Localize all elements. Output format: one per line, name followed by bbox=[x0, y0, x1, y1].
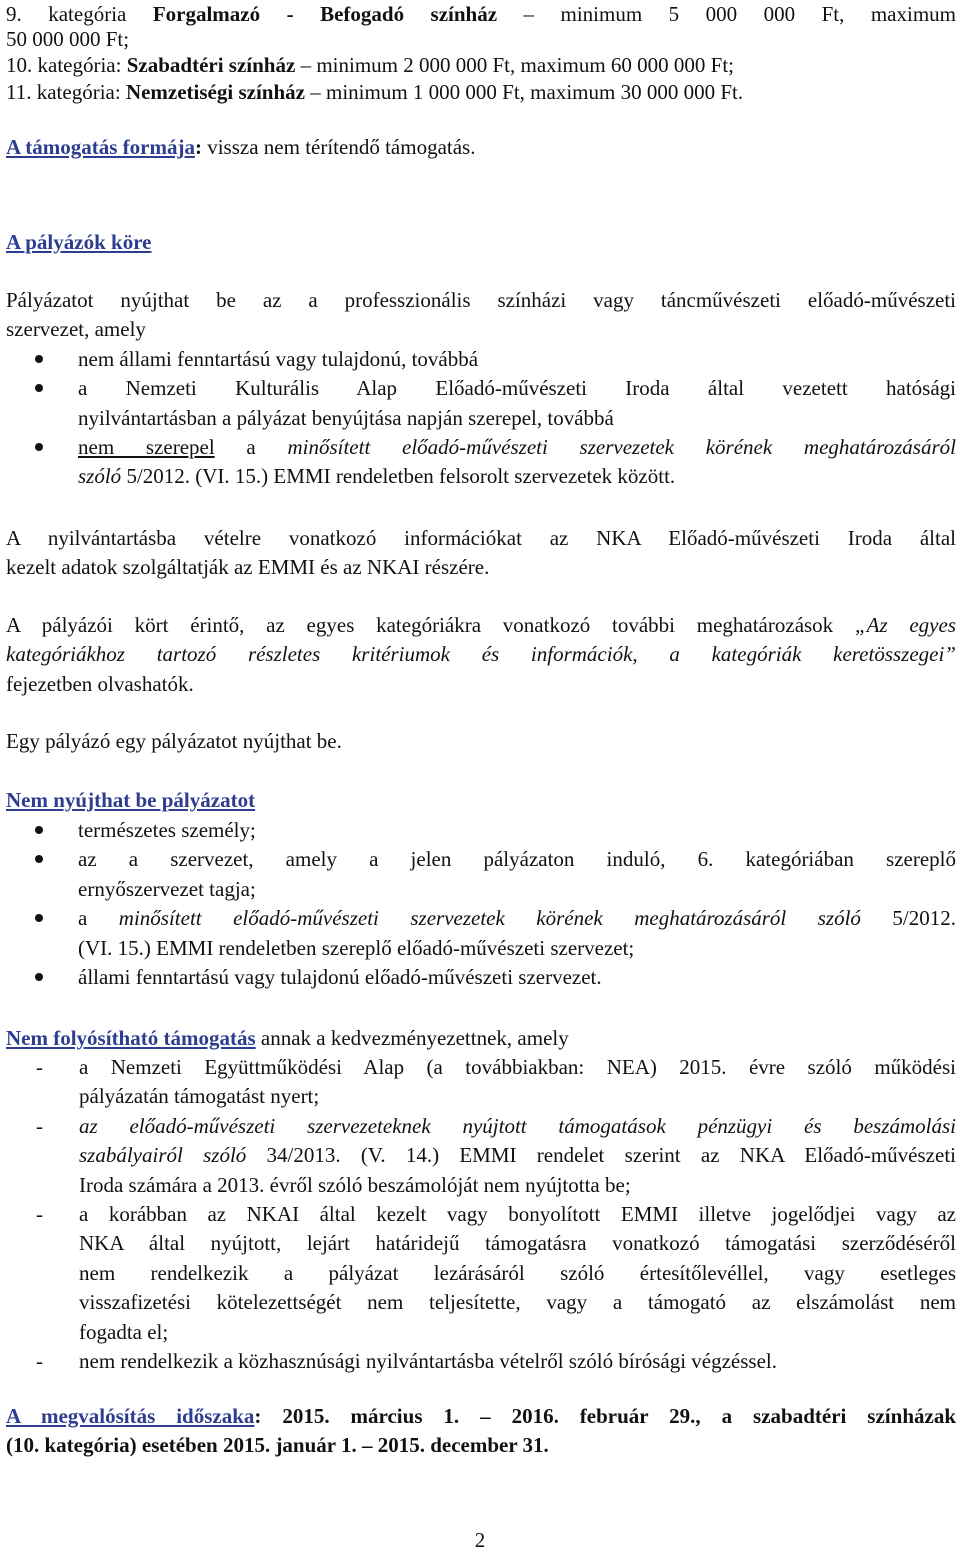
bullet-icon bbox=[35, 384, 43, 392]
dash: – bbox=[497, 2, 561, 26]
list-item bbox=[6, 433, 956, 492]
list-item-text: fogadta el; bbox=[79, 1319, 169, 1344]
period-value: 2015. március 1. – 2016. február 29., a szabadtéri színházak bbox=[261, 1404, 956, 1428]
cannot-apply-section bbox=[6, 816, 956, 992]
bullet-icon bbox=[35, 443, 43, 451]
text-span: 5/2012. (VI. 15.) EMMI rendeletben felsorolt szervezetek között. bbox=[121, 464, 676, 489]
list-item-text: nem rendelkezik a közhasznúsági nyilvántartásba vételről szóló bírósági végzéssel. bbox=[79, 1349, 778, 1374]
list-item-text: NKA által nyújtott, lejárt határidejű támogatásra vonatkozó támogatási szerződéséről bbox=[79, 1231, 956, 1256]
category-range: minimum 1 000 000 Ft, maximum 30 000 000 Ft. bbox=[325, 80, 744, 104]
list-item-text bbox=[79, 1141, 956, 1170]
category-name: Szabadtéri színház bbox=[126, 53, 296, 77]
single-application-note: Egy pályázó egy pályázatot nyújthat be. bbox=[6, 729, 342, 753]
list-item-text bbox=[78, 462, 956, 491]
category-prefix: 9. kategória bbox=[6, 2, 153, 26]
list-item-text: a Nemzeti Kulturális Alap Előadó-művészeti Iroda által vezetett hatósági bbox=[78, 376, 956, 401]
bullet-icon bbox=[35, 826, 43, 834]
registry-note bbox=[6, 524, 956, 583]
bullet-icon bbox=[35, 973, 43, 981]
applicants-section bbox=[6, 286, 956, 492]
category-9-line bbox=[6, 0, 956, 29]
paragraph-line: kezelt adatok szolgáltatják az EMMI és az NKAI részére. bbox=[6, 555, 490, 580]
text-span: A pályázói kört érintő, az egyes kategóriákra vonatkozó további meghatározások bbox=[6, 613, 855, 637]
colon: : bbox=[254, 1404, 262, 1428]
applicants-intro-line1: Pályázatot nyújthat be az a professzionális színházi vagy táncművészeti előadó-művészeti bbox=[6, 288, 956, 312]
category-9-line2: 50 000 000 Ft; bbox=[6, 27, 130, 51]
colon: : bbox=[194, 135, 202, 159]
paragraph-line: fejezetben olvashatók. bbox=[6, 671, 194, 696]
italic-text: „Az egyes bbox=[854, 613, 956, 637]
list-item bbox=[6, 845, 956, 904]
further-note bbox=[6, 611, 956, 699]
list-item bbox=[6, 963, 956, 992]
period-label: A megvalósítás időszaka bbox=[6, 1404, 255, 1428]
list-item-text: állami fenntartású vagy tulajdonú előadó-művészeti szervezet. bbox=[78, 965, 602, 990]
list-item-text: Iroda számára a 2013. évről szóló beszámolóját nem nyújtotta be; bbox=[79, 1172, 631, 1197]
list-item-text: természetes személy; bbox=[78, 818, 256, 842]
list-item-text: pályázatán támogatást nyert; bbox=[79, 1084, 320, 1109]
list-item-text: (VI. 15.) EMMI rendeletben szereplő előadó-művészeti szervezet; bbox=[78, 935, 635, 960]
paragraph-line bbox=[6, 611, 956, 640]
not-payable-heading-line bbox=[6, 1024, 569, 1053]
list-item bbox=[6, 345, 956, 374]
category-10-line bbox=[6, 51, 734, 80]
period-section bbox=[6, 1402, 956, 1461]
list-item-text: visszafizetési kötelezettségét nem teljesítette, vagy a támogató az elszámolást nem bbox=[79, 1290, 956, 1315]
category-11-line bbox=[6, 78, 743, 107]
dash-marker: - bbox=[36, 1055, 43, 1079]
section-heading-not-payable: Nem folyósítható támogatás bbox=[6, 1026, 256, 1050]
text-span: annak a kedvezményezettnek, amely bbox=[255, 1026, 569, 1050]
page-number: 2 bbox=[474, 1528, 486, 1552]
italic-text: minősített előadó-művészeti szervezetek körének meghatározásáról bbox=[287, 435, 956, 460]
emphasis-text: nem szerepel bbox=[78, 435, 215, 460]
dash-marker: - bbox=[36, 1349, 43, 1374]
list-item-text: ernyőszervezet tagja; bbox=[78, 876, 256, 901]
category-prefix: 10. kategória: bbox=[6, 53, 127, 77]
category-range: minimum 5 000 000 Ft, maximum bbox=[560, 2, 956, 26]
list-item-text: nem rendelkezik a pályázat lezárásáról szóló értesítőlevéllel, vagy esetleges bbox=[79, 1260, 956, 1285]
dash: – bbox=[304, 80, 326, 104]
list-item bbox=[6, 1053, 956, 1112]
category-prefix: 11. kategória: bbox=[6, 80, 126, 104]
support-form bbox=[6, 133, 475, 162]
list-item-text bbox=[78, 433, 956, 462]
text-span: 34/2013. (V. 14.) EMMI rendelet szerint az NKA Előadó-művészeti bbox=[246, 1143, 956, 1168]
list-item bbox=[6, 1347, 956, 1376]
list-item-text: a Nemzeti Együttműködési Alap (a továbbiakban: NEA) 2015. évre szóló működési bbox=[79, 1055, 956, 1079]
not-payable-list bbox=[6, 1053, 956, 1376]
support-form-value: vissza nem térítendő támogatás. bbox=[201, 135, 476, 159]
list-item-text bbox=[78, 904, 956, 933]
list-item-text: a korábban az NKAI által kezelt vagy bonyolított EMMI illetve jogelődjei vagy az bbox=[79, 1202, 956, 1227]
italic-text: minősített előadó-művészeti szervezetek körének meghatározásáról szóló bbox=[118, 906, 861, 931]
list-item-text: az a szervezet, amely a jelen pályázaton induló, 6. kategóriában szereplő bbox=[78, 847, 956, 872]
period-line2: (10. kategória) esetében 2015. január 1. – 2015. december 31. bbox=[6, 1433, 549, 1458]
italic-text: szabályairól szóló bbox=[79, 1143, 247, 1168]
category-name: Forgalmazó - Befogadó színház bbox=[152, 2, 498, 26]
section-heading-cannot-apply: Nem nyújthat be pályázatot bbox=[6, 788, 256, 812]
text-span: 5/2012. bbox=[860, 906, 956, 931]
list-item-text: nyilvántartásban a pályázat benyújtása napján szerepel, továbbá bbox=[78, 405, 614, 430]
list-item bbox=[6, 1112, 956, 1200]
bullet-icon bbox=[35, 914, 43, 922]
dash-marker: - bbox=[36, 1202, 43, 1227]
cannot-apply-list bbox=[6, 816, 956, 992]
list-item bbox=[6, 374, 956, 433]
period-line1 bbox=[6, 1402, 956, 1431]
italic-text: szóló bbox=[78, 464, 122, 489]
dash: – bbox=[295, 53, 317, 77]
list-item-text: nem állami fenntartású vagy tulajdonú, továbbá bbox=[78, 346, 479, 371]
category-range: minimum 2 000 000 Ft, maximum 60 000 000 Ft; bbox=[316, 53, 735, 77]
list-item-text: az előadó-művészeti szervezeteknek nyújtott támogatások pénzügyi és beszámolási bbox=[79, 1113, 956, 1138]
bullet-icon bbox=[35, 855, 43, 863]
applicants-intro-line2: szervezet, amely bbox=[6, 317, 146, 342]
category-name: Nemzetiségi színház bbox=[125, 80, 305, 104]
list-item bbox=[6, 1200, 956, 1347]
paragraph-line: kategóriákhoz tartozó részletes kritériumok és információk, a kategóriák keretösszegei” bbox=[6, 642, 956, 667]
section-heading-applicants: A pályázók köre bbox=[6, 230, 152, 254]
applicants-list bbox=[6, 345, 956, 492]
text-span: a bbox=[214, 435, 288, 460]
dash-marker: - bbox=[36, 1113, 43, 1138]
list-item bbox=[6, 904, 956, 963]
bullet-icon bbox=[35, 355, 43, 363]
text-span: a bbox=[78, 906, 119, 931]
not-payable-section bbox=[6, 1053, 956, 1376]
list-item bbox=[6, 816, 956, 845]
paragraph-line: A nyilvántartásba vételre vonatkozó információkat az NKA Előadó-művészeti Iroda által bbox=[6, 526, 956, 550]
support-form-label: A támogatás formája bbox=[6, 135, 195, 159]
